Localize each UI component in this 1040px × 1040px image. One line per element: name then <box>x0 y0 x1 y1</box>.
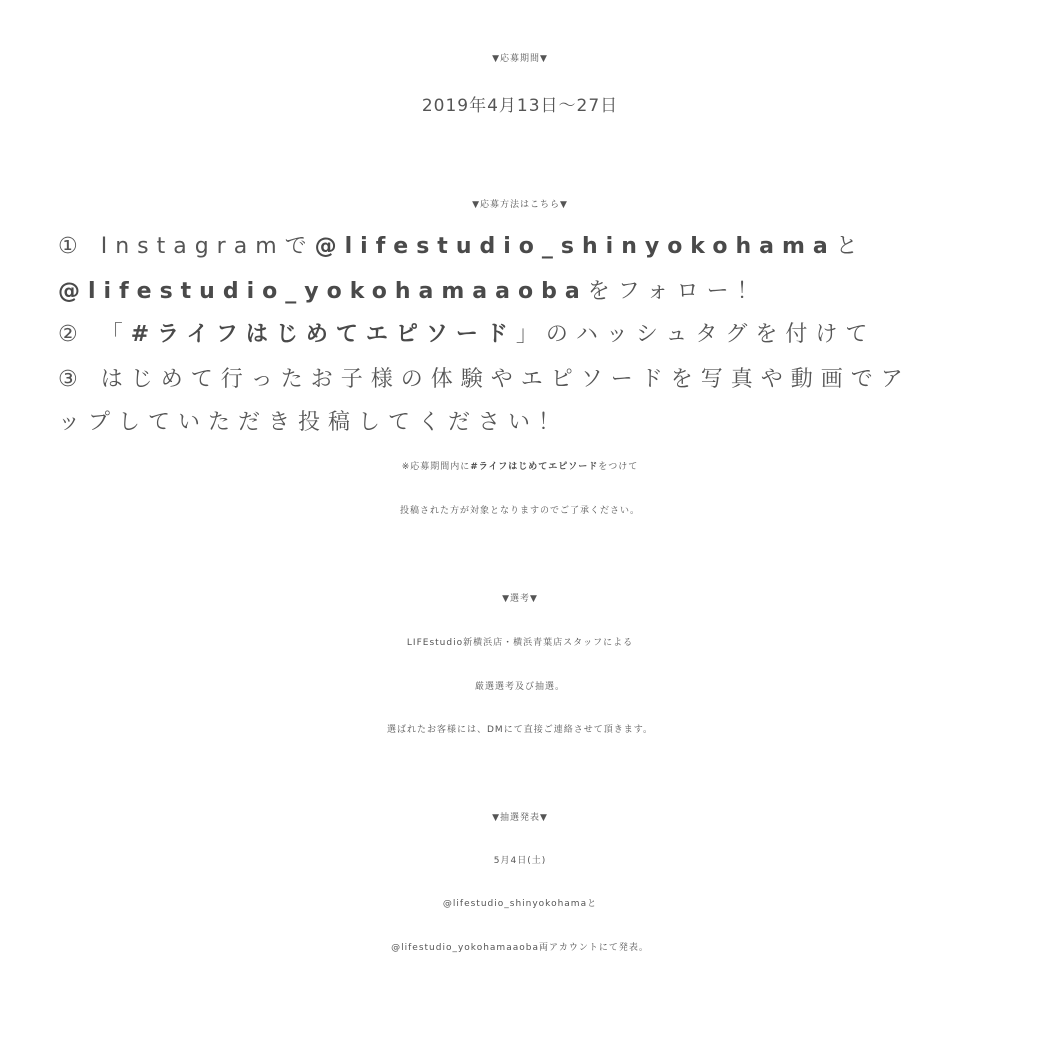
step1-account: @lifestudio_shinyokohama <box>314 234 836 259</box>
announcement-heading: ▼抽選発表▼ <box>492 813 548 823</box>
announcement-date: 5月4日(土) <box>493 856 547 866</box>
selection-line2: 厳選選考及び抽選。 <box>474 682 565 692</box>
period-heading: ▼応募期間▼ <box>492 54 548 64</box>
note-line2: 投稿された方が対象となりますのでご了承ください。 <box>399 506 640 516</box>
step1-suffix: と <box>835 234 866 259</box>
step1b-line <box>58 277 767 307</box>
note-prefix: ※応募期間内に <box>401 462 471 472</box>
period-dates: 2019年4月13日～27日 <box>421 96 619 116</box>
announcement-line1: @lifestudio_shinyokohamaと <box>442 899 598 909</box>
step1-prefix: ① Instagramで <box>58 234 315 259</box>
step2-prefix: ② 「 <box>58 322 131 347</box>
announcement-line2: @lifestudio_yokohamaaoba両アカウントにて発表。 <box>391 943 649 953</box>
step1b-suffix: をフォロー！ <box>587 279 767 304</box>
step2-hashtag: #ライフはじめてエピソード <box>130 322 516 347</box>
step3-line2: ップしていただき投稿してください！ <box>58 410 569 435</box>
method-heading: ▼応募方法はこちら▼ <box>472 200 568 210</box>
selection-heading: ▼選考▼ <box>502 594 538 604</box>
step2-line <box>58 320 875 350</box>
step2-suffix: 」のハッシュタグを付けて <box>515 322 876 347</box>
note-hashtag: #ライフはじめてエピソード <box>470 462 599 472</box>
selection-line3: 選ばれたお客様には、DMにて直接ご連絡させて頂きます。 <box>387 725 653 735</box>
step1b-account: @lifestudio_yokohamaaoba <box>58 279 588 304</box>
note-suffix: をつけて <box>598 462 639 472</box>
note-line1 <box>0 452 1040 482</box>
selection-line1: LIFEstudio新横浜店・横浜青葉店スタッフによる <box>406 638 634 648</box>
step1-line <box>58 232 866 262</box>
step3-line1: ③ はじめて行ったお子様の体験やエピソードを写真や動画でア <box>58 367 911 392</box>
